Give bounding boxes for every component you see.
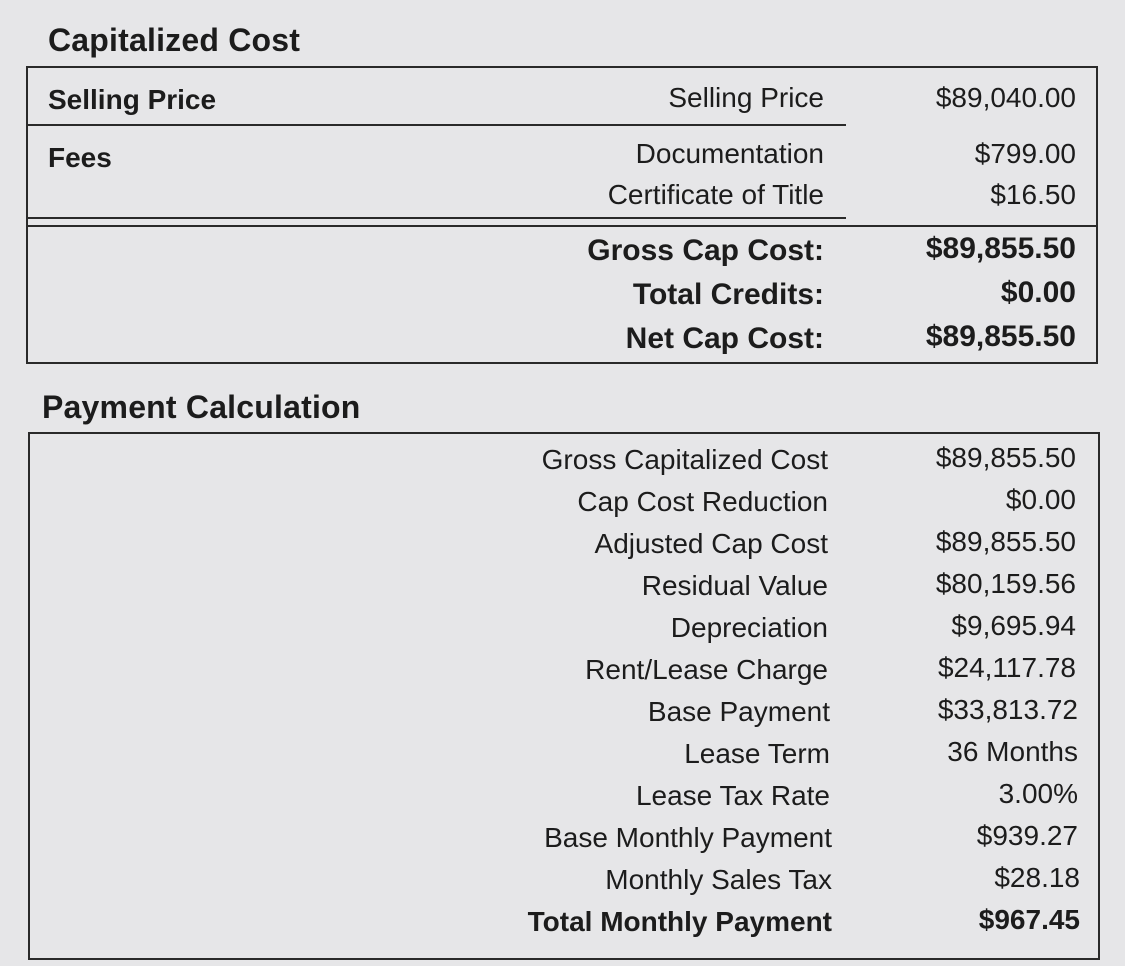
gross-cap-cost-value: $89,855.50 xyxy=(925,232,1076,265)
lease-term-label: Lease Term xyxy=(684,738,830,769)
gross-cap-cost-label: Gross Cap Cost: xyxy=(587,234,824,267)
base-payment-value: $33,813.72 xyxy=(937,694,1078,725)
base-monthly-payment-label: Base Monthly Payment xyxy=(544,822,832,853)
adjusted-cap-cost-value: $89,855.50 xyxy=(935,526,1076,557)
lease-tax-rate-value: 3.00% xyxy=(998,778,1078,809)
rent-lease-charge-value: $24,117.78 xyxy=(937,652,1076,683)
certificate-of-title-value: $16.50 xyxy=(990,179,1076,210)
gross-capitalized-cost-label: Gross Capitalized Cost xyxy=(541,444,828,475)
lease-tax-rate-label: Lease Tax Rate xyxy=(635,780,830,811)
fees-divider xyxy=(28,217,846,219)
documentation-value: $799.00 xyxy=(974,138,1076,169)
monthly-sales-tax-label: Monthly Sales Tax xyxy=(605,864,832,895)
cap-cost-reduction-value: $0.00 xyxy=(1005,484,1076,515)
gross-capitalized-cost-value: $89,855.50 xyxy=(935,442,1076,473)
depreciation-label: Depreciation xyxy=(670,612,828,643)
selling-price-value: $89,040.00 xyxy=(935,82,1076,113)
totals-divider xyxy=(28,225,1096,227)
net-cap-cost-label: Net Cap Cost: xyxy=(625,322,824,355)
adjusted-cap-cost-label: Adjusted Cap Cost xyxy=(594,528,828,559)
residual-value-value: $80,159.56 xyxy=(935,568,1076,599)
base-payment-label: Base Payment xyxy=(647,696,830,727)
selling-price-label: Selling Price xyxy=(668,82,824,113)
monthly-sales-tax-value: $28.18 xyxy=(994,862,1080,893)
capitalized-cost-box xyxy=(26,66,1098,364)
selling-price-divider xyxy=(28,124,846,126)
documentation-label: Documentation xyxy=(635,138,824,169)
residual-value-label: Residual Value xyxy=(641,570,828,601)
net-cap-cost-value: $89,855.50 xyxy=(925,320,1076,353)
selling-price-category: Selling Price xyxy=(48,84,217,115)
lease-term-value: 36 Months xyxy=(947,736,1078,767)
fees-category: Fees xyxy=(48,142,112,173)
rent-lease-charge-label: Rent/Lease Charge xyxy=(585,654,828,685)
certificate-of-title-label: Certificate of Title xyxy=(607,179,824,210)
capitalized-cost-title: Capitalized Cost xyxy=(48,22,301,58)
total-credits-value: $0.00 xyxy=(1000,276,1076,309)
base-monthly-payment-value: $939.27 xyxy=(976,820,1078,851)
total-monthly-payment-label: Total Monthly Payment xyxy=(527,906,832,937)
payment-calculation-title: Payment Calculation xyxy=(42,389,361,425)
total-monthly-payment-value: $967.45 xyxy=(978,904,1080,935)
depreciation-value: $9,695.94 xyxy=(951,610,1076,641)
total-credits-label: Total Credits: xyxy=(632,278,824,311)
cap-cost-reduction-label: Cap Cost Reduction xyxy=(577,486,828,517)
payment-calculation-box xyxy=(28,432,1100,960)
